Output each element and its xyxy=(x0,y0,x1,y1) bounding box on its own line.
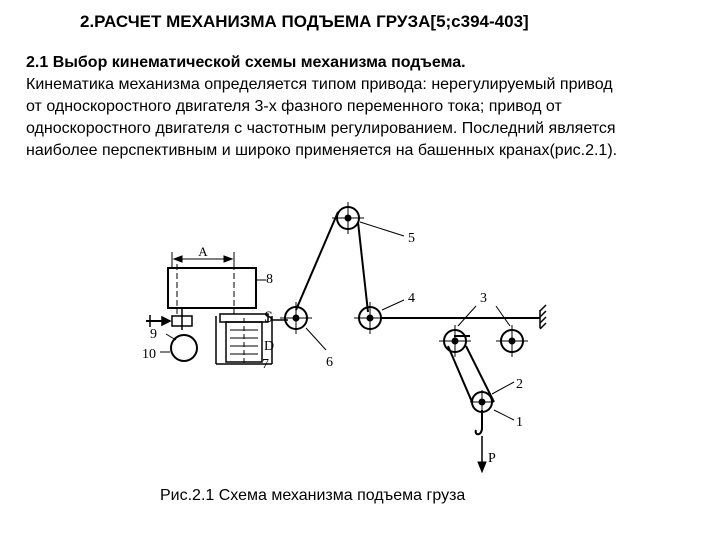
label-2: 2 xyxy=(516,377,523,392)
pulley-6 xyxy=(280,302,326,350)
rope-anchor xyxy=(540,305,546,329)
paragraph-line: наиболее перспективным и широко применяется на башенных кранах(рис.2.1). xyxy=(26,142,618,159)
label-4: 4 xyxy=(408,291,415,306)
label-6: 6 xyxy=(326,355,333,370)
label-p: P xyxy=(488,451,496,466)
hoist-mechanism-diagram xyxy=(0,190,720,490)
label-s: S xyxy=(264,309,273,326)
paragraph-line: односкоростного двигателя с частотным регулированием. Последний является xyxy=(26,120,616,137)
page-title: 2.РАСЧЕТ МЕХАНИЗМА ПОДЪЕМА ГРУЗА[5;с394-403] xyxy=(80,12,529,31)
pulley-5 xyxy=(332,202,404,236)
section-heading: 2.1 Выбор кинематической схемы механизма подъема. xyxy=(26,54,466,71)
label-7: 7 xyxy=(262,357,269,372)
figure-caption: Рис.2.1 Схема механизма подъема груза xyxy=(160,487,466,504)
section-text xyxy=(26,52,706,162)
label-1: 1 xyxy=(516,415,523,430)
rope xyxy=(296,212,540,428)
pulleys-3 xyxy=(439,306,528,357)
label-3: 3 xyxy=(480,291,487,306)
label-5: 5 xyxy=(408,231,415,246)
label-10: 10 xyxy=(142,347,156,362)
label-8: 8 xyxy=(266,272,273,287)
paragraph-line: Кинематика механизма определяется типом привода: нерегулируемый привод xyxy=(26,76,613,93)
label-d: D xyxy=(264,339,275,354)
paragraph-line: от односкоростного двигателя 3-х фазного переменного тока; привод от xyxy=(26,98,562,115)
motor xyxy=(168,268,256,308)
label-a: A xyxy=(198,244,208,259)
label-9: 9 xyxy=(150,327,157,342)
